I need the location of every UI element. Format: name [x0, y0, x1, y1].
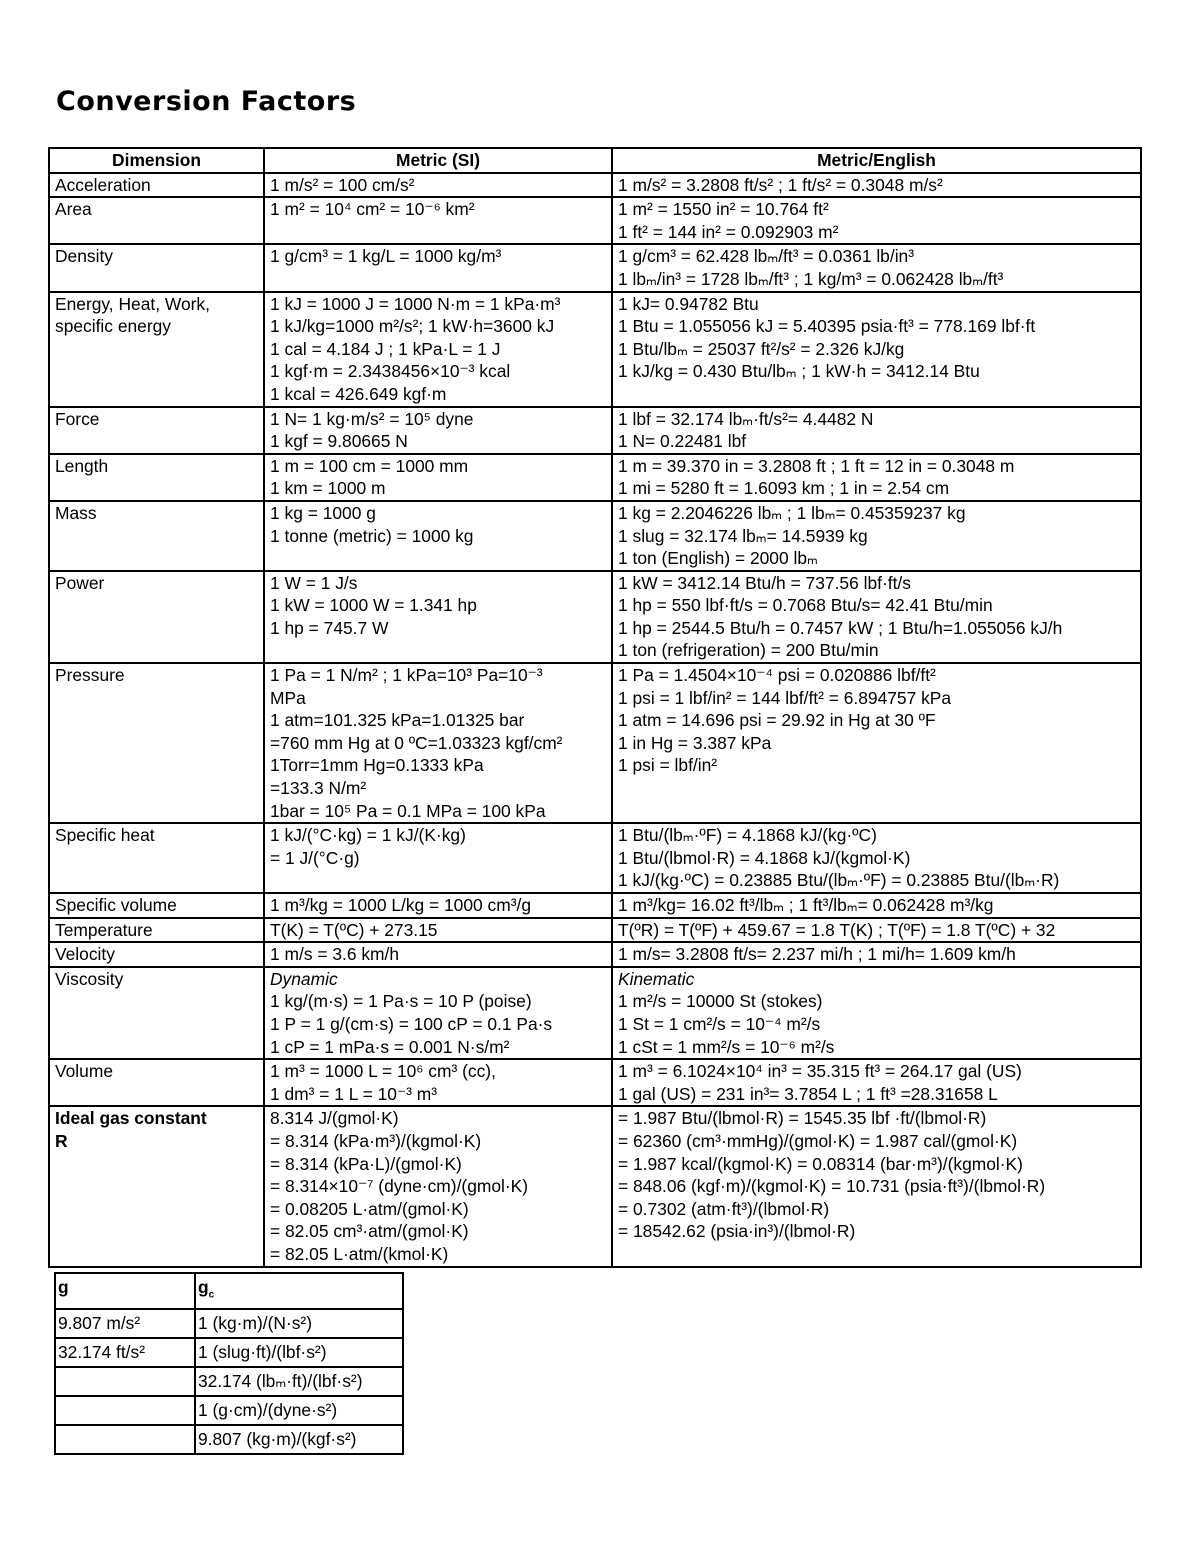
metric-english-cell-line: 1 Btu/(lbₘ·ºF) = 4.1868 kJ/(kg·ºC) [618, 825, 877, 846]
metric-si-cell-line: 1 m/s = 3.6 km/h [270, 944, 400, 965]
metric-si-cell-line: 1 km = 1000 m [270, 478, 386, 499]
metric-si-cell [264, 197, 612, 244]
dimension-cell-line: Viscosity [55, 968, 124, 989]
metric-english-cell [612, 1059, 1141, 1106]
dimension-cell [49, 197, 264, 244]
dimension-cell-line: Density [55, 246, 113, 267]
metric-si-cell-line: 1bar = 10⁵ Pa = 0.1 MPa = 100 kPa [270, 800, 546, 821]
dimension-cell-line: Acceleration [55, 174, 151, 195]
conversion-table-body [49, 173, 1141, 1267]
metric-english-cell-line: 1 ton (English) = 2000 lbₘ [618, 548, 818, 569]
table-row [49, 967, 1141, 1059]
dimension-cell [49, 244, 264, 291]
metric-english-cell-line: 1 psi = lbf/in² [618, 755, 718, 776]
metric-si-cell-line: 1 kJ/kg=1000 m²/s²; 1 kW·h=3600 kJ [270, 316, 555, 337]
metric-english-cell-line: = 1.987 Btu/(lbmol·R) = 1545.35 lbf ·ft/(lbmol·R) [618, 1108, 987, 1129]
metric-english-cell-line: 1 Btu/lbₘ = 25037 ft²/s² = 2.326 kJ/kg [618, 338, 905, 359]
metric-si-cell-line: = 82.05 L·atm/(kmol·K) [270, 1243, 449, 1264]
metric-english-cell [612, 1106, 1141, 1266]
dimension-cell-line: R [55, 1130, 68, 1151]
header-metric-english: Metric/English [612, 148, 1141, 173]
header-g: g [55, 1273, 195, 1309]
gravity-row [55, 1425, 403, 1454]
metric-si-cell-line: 1 cal = 4.184 J ; 1 kPa·L = 1 J [270, 338, 501, 359]
table-header-row [49, 148, 1141, 173]
gravity-table-body [55, 1309, 403, 1454]
gc-value-cell: 1 (kg·m)/(N·s²) [195, 1309, 403, 1338]
dimension-cell [49, 893, 264, 918]
table-row [49, 244, 1141, 291]
metric-english-cell [612, 292, 1141, 407]
dimension-cell-line: Ideal gas constant [55, 1108, 207, 1129]
dimension-cell [49, 1106, 264, 1266]
metric-english-cell [612, 967, 1141, 1059]
metric-english-cell [612, 942, 1141, 967]
metric-si-cell-line: 8.314 J/(gmol·K) [270, 1108, 399, 1129]
gravity-header-row [55, 1273, 403, 1309]
dimension-cell-line: Area [55, 199, 92, 220]
g-value-cell [55, 1367, 195, 1396]
metric-english-cell-line: = 62360 (cm³·mmHg)/(gmol·K) = 1.987 cal/(gmol·K) [618, 1130, 1018, 1151]
metric-si-cell-line: 1 kg = 1000 g [270, 502, 376, 523]
metric-si-cell-line: 1 kg/(m·s) = 1 Pa·s = 10 P (poise) [270, 991, 532, 1012]
metric-si-cell [264, 663, 612, 823]
metric-english-cell-line: 1 mi = 5280 ft = 1.6093 km ; 1 in = 2.54 cm [618, 478, 950, 499]
metric-english-cell-line: 1 kJ/(kg·ºC) = 0.23885 Btu/(lbₘ·ºF) = 0.23885 Btu/(lbₘ·R) [618, 870, 1060, 891]
gravity-row [55, 1309, 403, 1338]
metric-english-cell-heading: Kinematic [618, 968, 695, 989]
metric-si-cell-line: 1 atm=101.325 kPa=1.01325 bar [270, 710, 525, 731]
gravity-row [55, 1396, 403, 1425]
dimension-cell [49, 501, 264, 571]
metric-si-cell [264, 823, 612, 893]
metric-english-cell-line: 1 kJ= 0.94782 Btu [618, 293, 759, 314]
dimension-cell-line: Mass [55, 502, 97, 523]
gravity-row [55, 1338, 403, 1367]
g-value-cell [55, 1425, 195, 1454]
table-row [49, 197, 1141, 244]
metric-english-cell [612, 244, 1141, 291]
table-row [49, 571, 1141, 663]
metric-english-cell [612, 823, 1141, 893]
dimension-cell [49, 663, 264, 823]
metric-si-cell-line: 1 kgf = 9.80665 N [270, 431, 408, 452]
dimension-cell [49, 173, 264, 198]
table-row [49, 893, 1141, 918]
metric-english-cell [612, 173, 1141, 198]
gravity-row [55, 1367, 403, 1396]
metric-english-cell-line: 1 m² = 1550 in² = 10.764 ft² [618, 199, 829, 220]
metric-si-cell-line: 1 kgf·m = 2.3438456×10⁻³ kcal [270, 361, 511, 382]
metric-si-cell [264, 942, 612, 967]
metric-english-cell-line: 1 hp = 550 lbf·ft/s = 0.7068 Btu/s= 42.41 Btu/min [618, 595, 993, 616]
metric-si-cell-line: = 8.314 (kPa·L)/(gmol·K) [270, 1153, 462, 1174]
metric-english-cell [612, 454, 1141, 501]
table-row [49, 501, 1141, 571]
metric-english-cell-line: 1 m²/s = 10000 St (stokes) [618, 991, 823, 1012]
metric-english-cell [612, 407, 1141, 454]
table-row [49, 918, 1141, 943]
dimension-cell-line: Specific heat [55, 825, 155, 846]
metric-english-cell-line: 1 Btu = 1.055056 kJ = 5.40395 psia·ft³ = 778.169 lbf·ft [618, 316, 1036, 337]
metric-si-cell-line: = 0.08205 L·atm/(gmol·K) [270, 1198, 469, 1219]
metric-si-cell-line: 1 kcal = 426.649 kgf·m [270, 383, 447, 404]
metric-english-cell-line: 1 slug = 32.174 lbₘ= 14.5939 kg [618, 525, 868, 546]
metric-si-cell [264, 407, 612, 454]
metric-english-cell-line: 1 g/cm³ = 62.428 lbₘ/ft³ = 0.0361 lb/in³ [618, 246, 915, 267]
metric-english-cell-line: 1 m/s² = 3.2808 ft/s² ; 1 ft/s² = 0.3048 m/s² [618, 174, 943, 195]
dimension-cell-line: specific energy [55, 316, 171, 337]
metric-english-cell [612, 501, 1141, 571]
metric-english-cell-line: 1 lbₘ/in³ = 1728 lbₘ/ft³ ; 1 kg/m³ = 0.062428 lbₘ/ft³ [618, 268, 1004, 289]
metric-english-cell-line: 1 in Hg = 3.387 kPa [618, 732, 772, 753]
header-dimension: Dimension [49, 148, 264, 173]
metric-si-cell [264, 292, 612, 407]
metric-english-cell-line: 1 Btu/(lbmol·R) = 4.1868 kJ/(kgmol·K) [618, 847, 911, 868]
metric-si-cell-line: 1 P = 1 g/(cm·s) = 100 cP = 0.1 Pa·s [270, 1013, 553, 1034]
header-metric-si: Metric (SI) [264, 148, 612, 173]
dimension-cell-line: Energy, Heat, Work, [55, 293, 210, 314]
dimension-cell [49, 1059, 264, 1106]
metric-si-cell-line: = 8.314 (kPa·m³)/(kgmol·K) [270, 1130, 482, 1151]
metric-si-cell-line: 1 m = 100 cm = 1000 mm [270, 455, 469, 476]
metric-english-cell [612, 663, 1141, 823]
gc-value-cell: 9.807 (kg·m)/(kgf·s²) [195, 1425, 403, 1454]
metric-si-cell-line: 1 m³ = 1000 L = 10⁶ cm³ (cc), [270, 1061, 496, 1082]
metric-si-cell-line: 1 hp = 745.7 W [270, 617, 389, 638]
dimension-cell-line: Velocity [55, 944, 115, 965]
dimension-cell [49, 292, 264, 407]
metric-english-cell-line: 1 m = 39.370 in = 3.2808 ft ; 1 ft = 12 in = 0.3048 m [618, 455, 1015, 476]
table-row [49, 663, 1141, 823]
table-row [49, 1106, 1141, 1266]
metric-si-cell [264, 501, 612, 571]
metric-si-cell [264, 893, 612, 918]
dimension-cell-line: Pressure [55, 665, 125, 686]
dimension-cell-line: Specific volume [55, 895, 177, 915]
header-gc: $g_c$ [195, 1273, 403, 1309]
metric-si-cell-line: 1 dm³ = 1 L = 10⁻³ m³ [270, 1083, 438, 1104]
metric-si-cell-line: 1 N= 1 kg·m/s² = 10⁵ dyne [270, 408, 474, 429]
metric-si-cell-line: 1 tonne (metric) = 1000 kg [270, 525, 474, 546]
metric-english-cell-line: 1 kJ/kg = 0.430 Btu/lbₘ ; 1 kW·h = 3412.14 Btu [618, 361, 980, 382]
g-value-cell: 9.807 m/s² [55, 1309, 195, 1338]
metric-english-cell-line: 1 lbf = 32.174 lbₘ·ft/s²= 4.4482 N [618, 408, 874, 429]
table-row [49, 454, 1141, 501]
table-row [49, 292, 1141, 407]
g-value-cell: 32.174 ft/s² [55, 1338, 195, 1367]
metric-english-cell-line: 1 St = 1 cm²/s = 10⁻⁴ m²/s [618, 1013, 821, 1034]
metric-english-cell-line: 1 cSt = 1 mm²/s = 10⁻⁶ m²/s [618, 1036, 835, 1057]
metric-si-cell [264, 1106, 612, 1266]
metric-si-cell [264, 1059, 612, 1106]
metric-si-cell [264, 173, 612, 198]
gc-subscript: c [208, 1289, 215, 1301]
table-row [49, 407, 1141, 454]
metric-si-cell-line: =133.3 N/m² [270, 778, 367, 799]
table-row [49, 942, 1141, 967]
metric-si-cell [264, 454, 612, 501]
metric-si-cell-line: = 8.314×10⁻⁷ (dyne·cm)/(gmol·K) [270, 1176, 529, 1197]
metric-si-cell-line: 1 m³/kg = 1000 L/kg = 1000 cm³/g [270, 895, 532, 915]
metric-english-cell-line: 1 gal (US) = 231 in³= 3.7854 L ; 1 ft³ =28.31658 L [618, 1083, 998, 1104]
g-value-cell [55, 1396, 195, 1425]
gc-value-cell: 32.174 (lbₘ·ft)/(lbf·s²) [195, 1367, 403, 1396]
metric-si-cell-line: 1Torr=1mm Hg=0.1333 kPa [270, 755, 484, 776]
metric-english-cell-line: 1 Pa = 1.4504×10⁻⁴ psi = 0.020886 lbf/ft² [618, 665, 936, 686]
metric-si-cell [264, 244, 612, 291]
metric-english-cell-line: 1 m³ = 6.1024×10⁴ in³ = 35.315 ft³ = 264.17 gal (US) [618, 1061, 1022, 1082]
table-row [49, 173, 1141, 198]
conversion-table [48, 147, 1142, 1268]
dimension-cell [49, 571, 264, 663]
metric-english-cell [612, 571, 1141, 663]
gc-value-cell: 1 (g·cm)/(dyne·s²) [195, 1396, 403, 1425]
metric-si-cell [264, 571, 612, 663]
metric-si-cell-line: T(K) = T(ºC) + 273.15 [270, 919, 438, 940]
metric-si-cell-line: 1 kW = 1000 W = 1.341 hp [270, 595, 477, 616]
dimension-cell [49, 942, 264, 967]
metric-si-cell-line: 1 m² = 10⁴ cm² = 10⁻⁶ km² [270, 199, 475, 220]
dimension-cell-line: Temperature [55, 919, 153, 940]
metric-english-cell-line: 1 ton (refrigeration) = 200 Btu/min [618, 640, 879, 661]
metric-si-cell-line: = 82.05 cm³·atm/(gmol·K) [270, 1221, 469, 1242]
metric-si-cell-heading: Dynamic [270, 968, 338, 989]
dimension-cell [49, 454, 264, 501]
metric-si-cell-line: 1 W = 1 J/s [270, 572, 358, 593]
metric-english-cell-line: = 18542.62 (psia·in³)/(lbmol·R) [618, 1221, 856, 1242]
metric-english-cell [612, 197, 1141, 244]
dimension-cell-line: Volume [55, 1061, 114, 1082]
metric-si-cell-line: 1 Pa = 1 N/m² ; 1 kPa=10³ Pa=10⁻³ [270, 665, 543, 686]
metric-english-cell-line: 1 m³/kg= 16.02 ft³/lbₘ ; 1 ft³/lbₘ= 0.062428 m³/kg [618, 895, 994, 915]
metric-english-cell-line: 1 kW = 3412.14 Btu/h = 737.56 lbf·ft/s [618, 572, 911, 593]
metric-si-cell-line: =760 mm Hg at 0 ºC=1.03323 kgf/cm² [270, 732, 563, 753]
metric-si-cell-line: MPa [270, 687, 306, 708]
metric-english-cell-line: 1 N= 0.22481 lbf [618, 431, 747, 452]
metric-si-cell-line: 1 kJ = 1000 J = 1000 N·m = 1 kPa·m³ [270, 293, 561, 314]
metric-english-cell-line: 1 m/s= 3.2808 ft/s= 2.237 mi/h ; 1 mi/h= 1.609 km/h [618, 944, 1016, 965]
metric-si-cell-line: 1 kJ/(°C·kg) = 1 kJ/(K·kg) [270, 825, 466, 846]
metric-si-cell-line: 1 cP = 1 mPa·s = 0.001 N·s/m² [270, 1036, 510, 1057]
dimension-cell-line: Length [55, 455, 109, 476]
dimension-cell [49, 918, 264, 943]
dimension-cell [49, 967, 264, 1059]
dimension-cell-line: Force [55, 408, 100, 429]
metric-english-cell-line: T(ºR) = T(ºF) + 459.67 = 1.8 T(K) ; T(ºF) = 1.8 T(ºC) + 32 [618, 919, 1056, 940]
metric-si-cell-line: = 1 J/(°C·g) [270, 847, 360, 868]
metric-english-cell-line: = 848.06 (kgf·m)/(kgmol·K) = 10.731 (psia·ft³)/(lbmol·R) [618, 1176, 1046, 1197]
metric-si-cell [264, 967, 612, 1059]
dimension-cell [49, 823, 264, 893]
metric-english-cell-line: 1 kg = 2.2046226 lbₘ ; 1 lbₘ= 0.45359237 kg [618, 502, 966, 523]
metric-english-cell [612, 893, 1141, 918]
metric-si-cell-line: 1 m/s² = 100 cm/s² [270, 174, 415, 195]
metric-english-cell-line: 1 atm = 14.696 psi = 29.92 in Hg at 30 ºF [618, 710, 936, 731]
dimension-cell [49, 407, 264, 454]
metric-english-cell [612, 918, 1141, 943]
metric-english-cell-line: 1 hp = 2544.5 Btu/h = 0.7457 kW ; 1 Btu/h=1.055056 kJ/h [618, 617, 1063, 638]
table-row [49, 1059, 1141, 1106]
metric-si-cell-line: 1 g/cm³ = 1 kg/L = 1000 kg/m³ [270, 246, 502, 267]
dimension-cell-line: Power [55, 572, 105, 593]
table-row [49, 823, 1141, 893]
metric-english-cell-line: = 0.7302 (atm·ft³)/(lbmol·R) [618, 1198, 830, 1219]
metric-si-cell [264, 918, 612, 943]
metric-english-cell-line: 1 psi = 1 lbf/in² = 144 lbf/ft² = 6.894757 kPa [618, 687, 952, 708]
gravity-table [54, 1272, 404, 1455]
metric-english-cell-line: = 1.987 kcal/(kgmol·K) = 0.08314 (bar·m³)/(kgmol·K) [618, 1153, 1023, 1174]
page-title: Conversion Factors [56, 86, 357, 117]
gc-value-cell: 1 (slug·ft)/(lbf·s²) [195, 1338, 403, 1367]
metric-english-cell-line: 1 ft² = 144 in² = 0.092903 m² [618, 221, 839, 242]
